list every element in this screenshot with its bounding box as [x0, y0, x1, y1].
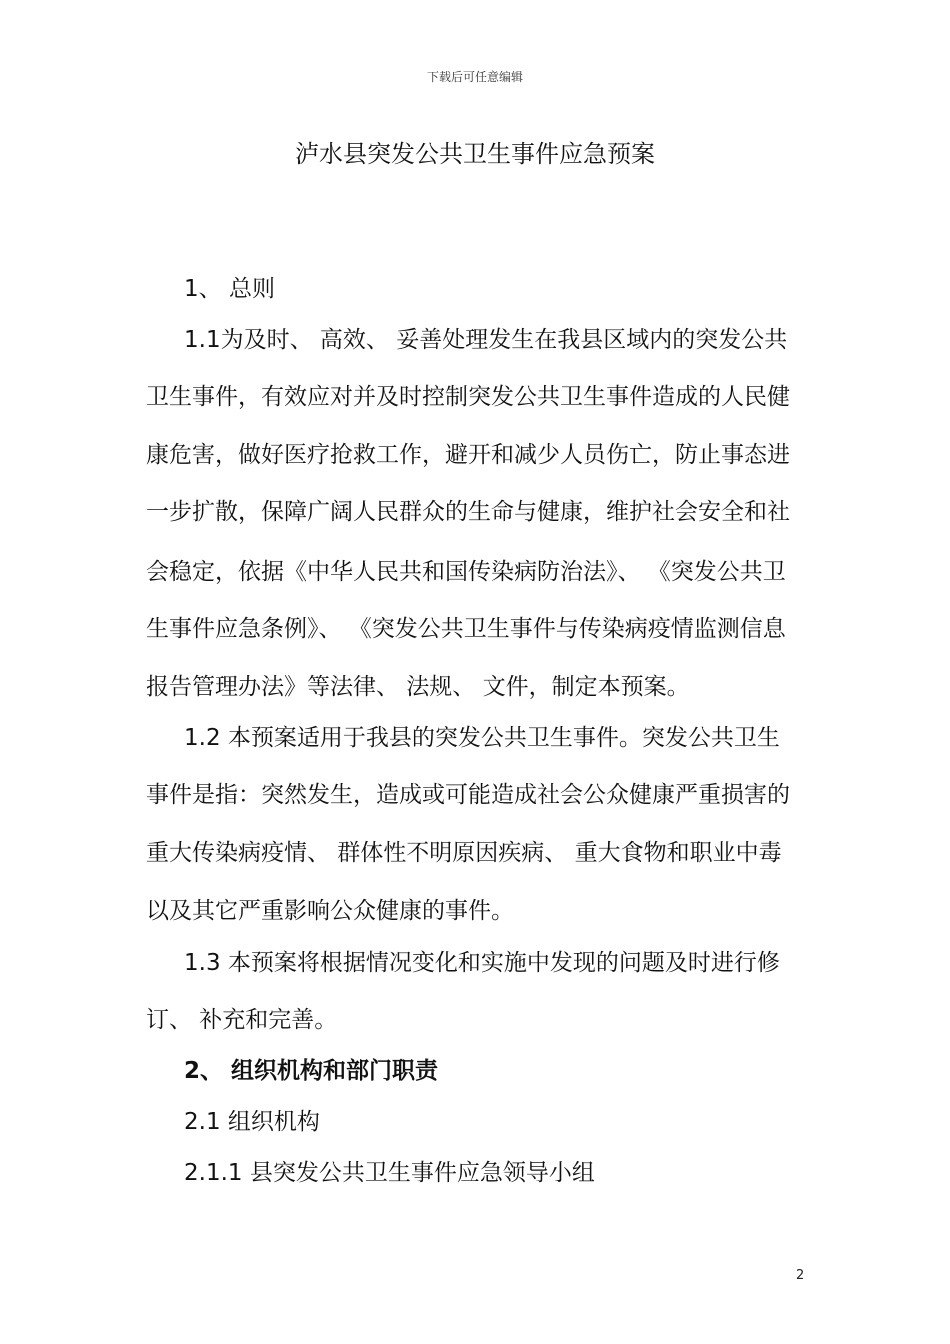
subsection-heading: 2.1 组织机构	[184, 1109, 320, 1135]
subsection-heading: 2.1.1 县突发公共卫生事件应急领导小组	[184, 1160, 595, 1186]
paragraph-line: 一步扩散，保障广阔人民群众的生命与健康，维护社会安全和社	[146, 499, 790, 525]
paragraph-line: 报告管理办法》等法律、 法规、 文件，制定本预案。	[146, 674, 690, 700]
paragraph-line: 康危害，做好医疗抢救工作，避开和减少人员伤亡，防止事态进	[146, 442, 790, 468]
paragraph-line: 会稳定，依据《中华人民共和国传染病防治法》、 《突发公共卫	[146, 559, 786, 585]
paragraph-line: 1.3 本预案将根据情况变化和实施中发现的问题及时进行修	[184, 950, 780, 976]
paragraph-line: 1.1为及时、 高效、 妥善处理发生在我县区域内的突发公共	[184, 327, 788, 353]
section-heading-organization: 2、 组织机构和部门职责	[184, 1058, 439, 1084]
paragraph-line: 生事件应急条例》、 《突发公共卫生事件与传染病疫情监测信息	[146, 616, 786, 642]
document-title: 泸水县突发公共卫生事件应急预案	[295, 140, 655, 168]
paragraph-line: 1.2 本预案适用于我县的突发公共卫生事件。突发公共卫生	[184, 725, 780, 751]
section-heading-general: 1、 总则	[184, 276, 275, 302]
paragraph-line: 重大传染病疫情、 群体性不明原因疾病、 重大食物和职业中毒	[146, 840, 782, 866]
paragraph-line: 卫生事件，有效应对并及时控制突发公共卫生事件造成的人民健	[146, 384, 790, 410]
paragraph-line: 以及其它严重影响公众健康的事件。	[146, 898, 514, 924]
paragraph-line: 事件是指：突然发生，造成或可能造成社会公众健康严重损害的	[146, 782, 790, 808]
page-number: 2	[796, 1268, 805, 1283]
paragraph-line: 订、 补充和完善。	[146, 1007, 338, 1033]
header-note: 下载后可任意编辑	[426, 70, 523, 84]
